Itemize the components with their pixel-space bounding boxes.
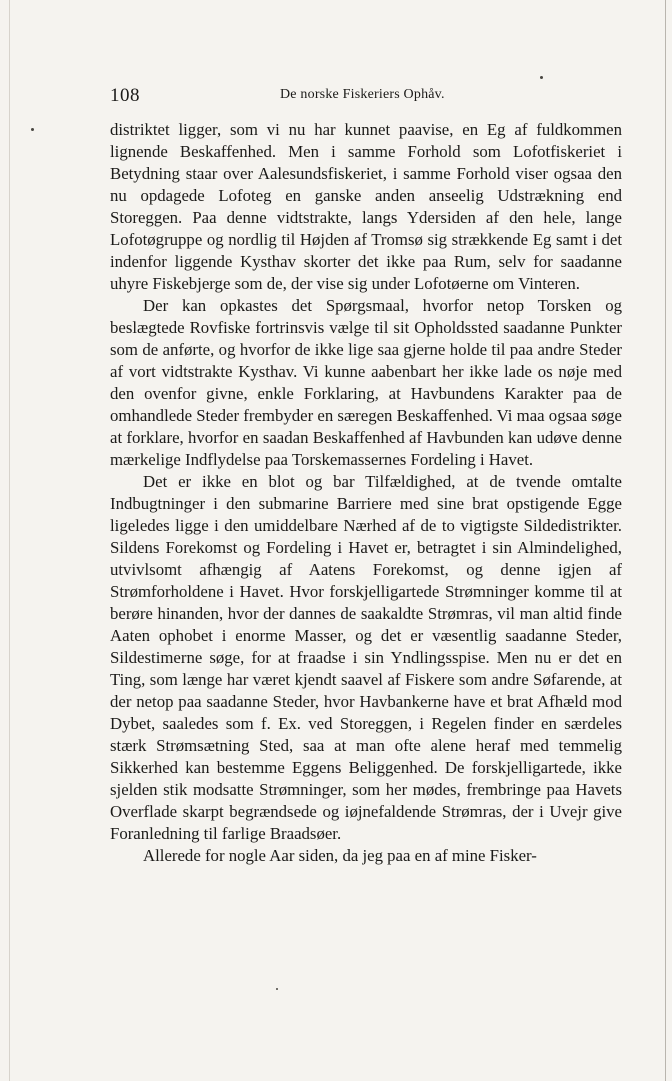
body-text <box>110 119 622 867</box>
right-page-edge <box>665 0 666 1081</box>
page-speck-top <box>540 76 543 79</box>
page-header <box>110 85 622 109</box>
paragraph-3: Det er ikke en blot og bar Tilfældighed, at de tvende omtalte Indbugtninger i den submarine Barriere med sine brat opstigende Egge ligeledes ligge i den umiddelbare Nærhed af de to vigtigste Sildedistrikter. Sildens Forekomst og Fordeling i Havet er, betragtet i sin Almindelighed, utvivlsomt afhængig af Aatens Forekomst, og denne igjen af Strømforholdene i Havet. Hvor forskjelligartede Strømninger komme til at berøre hinanden, hvor der dannes de saakaldte Strømras, vil man altid finde Aaten ophobet i enorme Masser, og det er væsentlig saadanne Steder, Sildestimerne søge, for at fraadse i sin Yndlingsspise. Men nu er det en Ting, som længe har været kjendt saavel af Fiskere som andre Søfarende, at der netop paa saadanne Steder, hvor Havbankerne have et brat Afhæld mod Dybet, saaledes som f. Ex. ved Storeggen, i Regelen finder en særdeles stærk Strømsætning Sted, saa at man ofte alene heraf med temmelig Sikkerhed kan bestemme Eggens Beliggenhed. De forskjelligartede, ikke sjelden stik modsatte Strømninger, som her mødes, frembringe paa Havets Overflade skarpt begrændsede og iøjnefaldende Strømras, der i Uvejr give Foranledning til farlige Braadsøer. <box>110 472 622 843</box>
page-speck-left <box>31 128 34 131</box>
paragraph-4: Allerede for nogle Aar siden, da jeg paa en af mine Fisker- <box>143 846 537 865</box>
page-speck-bottom <box>276 988 278 990</box>
page-number: 108 <box>110 85 140 106</box>
running-title: De norske Fiskeriers Ophåv. <box>280 87 445 102</box>
left-page-edge <box>9 0 10 1081</box>
paragraph-2: Der kan opkastes det Spørgsmaal, hvorfor netop Torsken og beslægtede Rovfiske fortrinsvis vælge til sit Opholdssted saadanne Punkter som de anførte, og hvorfor de ikke lige saa gjerne holde til paa andre Steder af vort vidtstrakte Kysthav. Vi kunne aabenbart her ikke lade os nøje med den ovenfor givne, enkle Forklaring, at Havbundens Karakter paa de omhandlede Steder frembyder en særegen Beskaffenhed. Vi maa ogsaa søge at forklare, hvorfor en saadan Beskaffenhed af Havbunden kan udøve denne mærkelige Indflydelse paa Torskemassernes Fordeling i Havet. <box>110 296 622 469</box>
paragraph-1: distriktet ligger, som vi nu har kunnet paavise, en Eg af fuldkommen lignende Beskaffenhed. Men i samme Forhold som Lofotfiskeriet i Betydning staar over Aalesundsfiskeriet, i samme Forhold viser ogsaa den nu opdagede Lofoteg en ganske anden anseelig Udstrækning end Storeggen. Paa denne vidtstrakte, langs Ydersiden af den hele, lange Lofotøgruppe og nordlig til Højden af Tromsø sig strækkende Eg samt i det indenfor liggende Kysthav skorter det ikke paa Rum, selv for saadanne uhyre Fiskebjerge som de, der vise sig under Lofotøerne om Vinteren. <box>110 120 622 293</box>
